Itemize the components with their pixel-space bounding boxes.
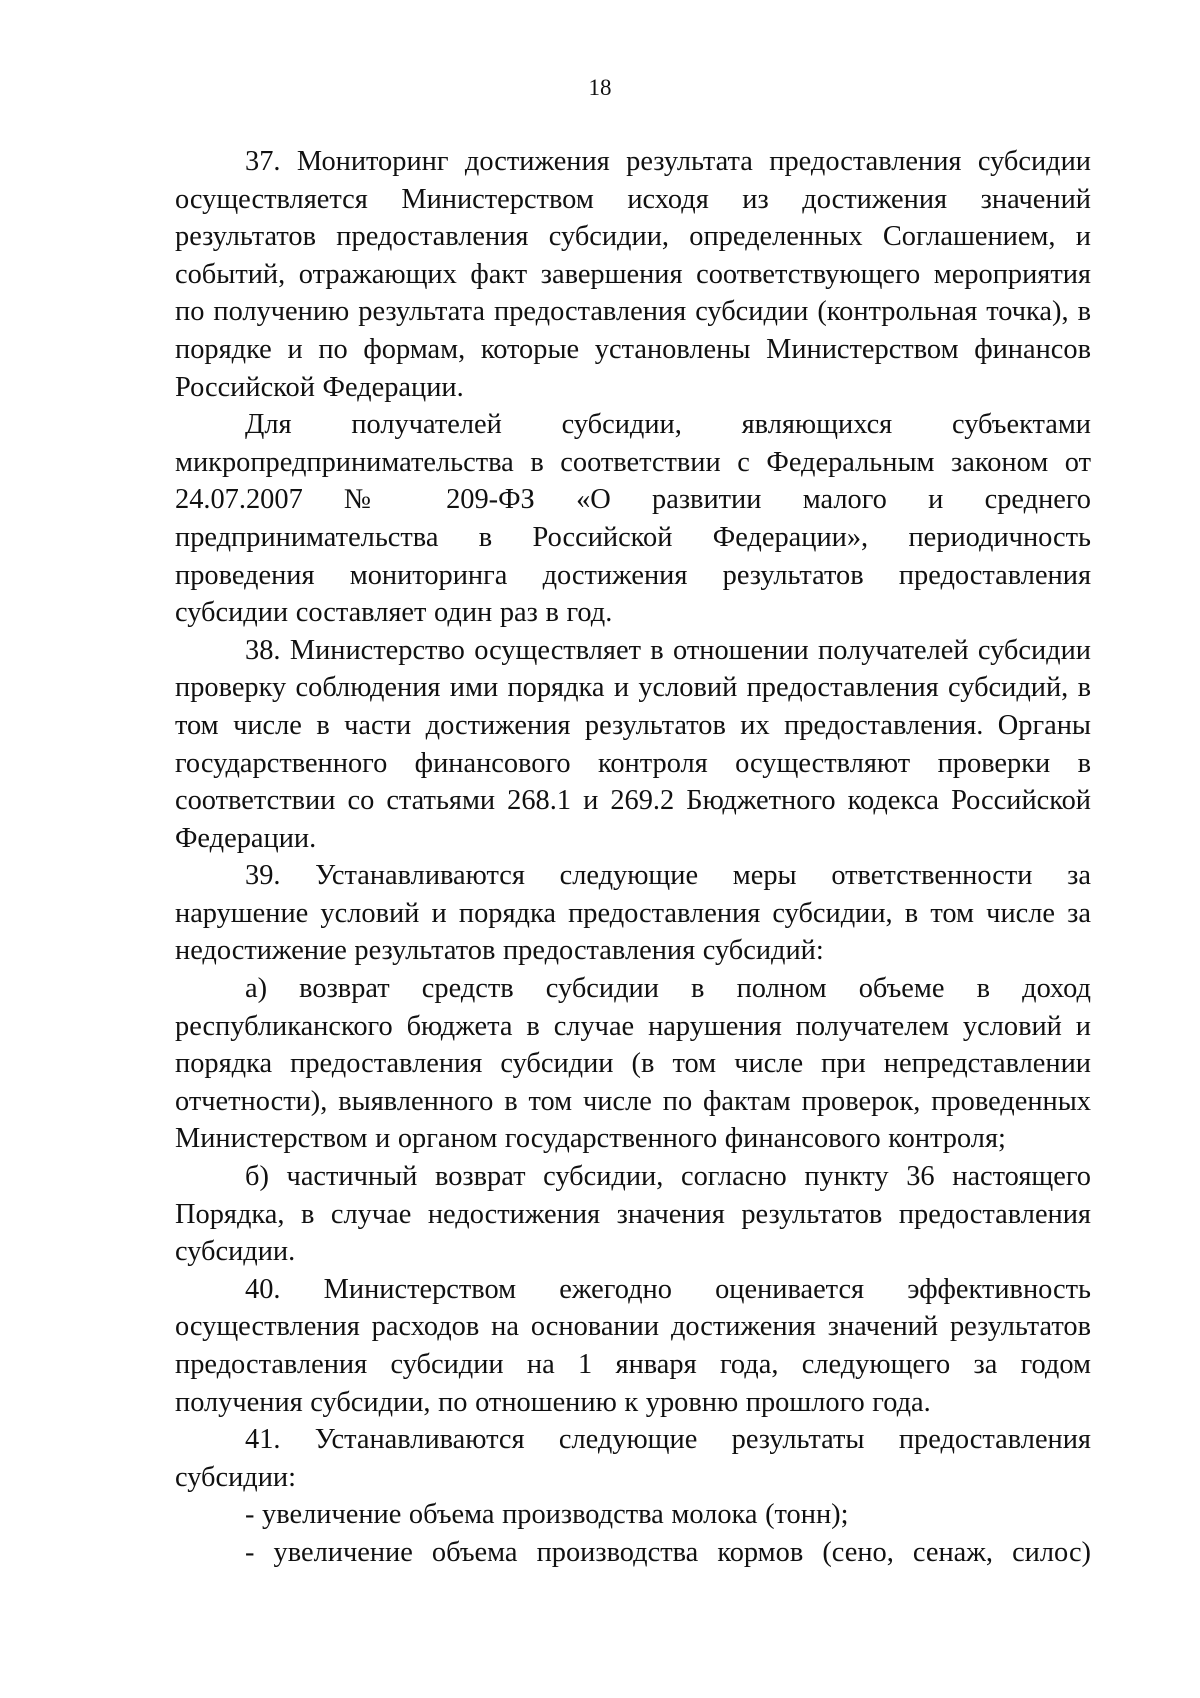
paragraph-37: 37. Мониторинг достижения результата предоставления субсидии осуществляется Министерством исходя из достижения значений результатов предоставления субсидии, определенных Соглашением, и событий, отражающих факт завершения соответствующего мероприятия по получению результата предоставления субсидии (контрольная точка), в порядке и по формам, которые установлены Министерством финансов Российской Федерации. [175,146,1091,403]
paragraph-38: 38. Министерство осуществляет в отношении получателей субсидии проверку соблюдения ими порядка и условий предоставления субсидий, в том числе в части достижения результатов их предоставления. Органы государственного финансового контроля осуществляют проверки в соответствии со статьями 268.1 и 269.2 Бюджетного кодекса Российской Федерации. [175,634,1091,854]
result-item-feed: - увеличение объема производства кормов (сено, сенаж, силос) [245,1536,1091,1568]
result-item-milk: - увеличение объема производства молока (тонн); [245,1499,849,1531]
paragraph-37-micro-entrepreneurs: Для получателей субсидии, являющихся субъектами микропредпринимательства в соответствии с Федеральным законом от 24.07.2007 № 209-ФЗ «О развитии малого и среднего предпринимательства в Российской Федерации», периодичность проведения мониторинга достижения результатов предоставления субсидии составляет один раз в год. [175,409,1091,629]
paragraph-39-item-b: б) частичный возврат субсидии, согласно пункту 36 настоящего Порядка, в случае недостижения значения результатов предоставления субсидии. [175,1161,1091,1268]
paragraph-39-item-a: а) возврат средств субсидии в полном объеме в доход республиканского бюджета в случае нарушения получателем условий и порядка предоставления субсидии (в том числе при непредставлении отчетности), выявленного в том числе по фактам проверок, проведенных Министерством и органом государственного финансового контроля; [175,973,1091,1155]
paragraph-39: 39. Устанавливаются следующие меры ответственности за нарушение условий и порядка предоставления субсидии, в том числе за недостижение результатов предоставления субсидий: [175,860,1091,967]
paragraph-41: 41. Устанавливаются следующие результаты предоставления субсидии: [175,1424,1091,1493]
document-body [175,143,1091,1572]
paragraph-40: 40. Министерством ежегодно оценивается эффективность осуществления расходов на основании достижения значений результатов предоставления субсидии на 1 января года, следующего за годом получения субсидии, по отношению к уровню прошлого года. [175,1273,1091,1418]
page-number: 18 [588,75,612,100]
